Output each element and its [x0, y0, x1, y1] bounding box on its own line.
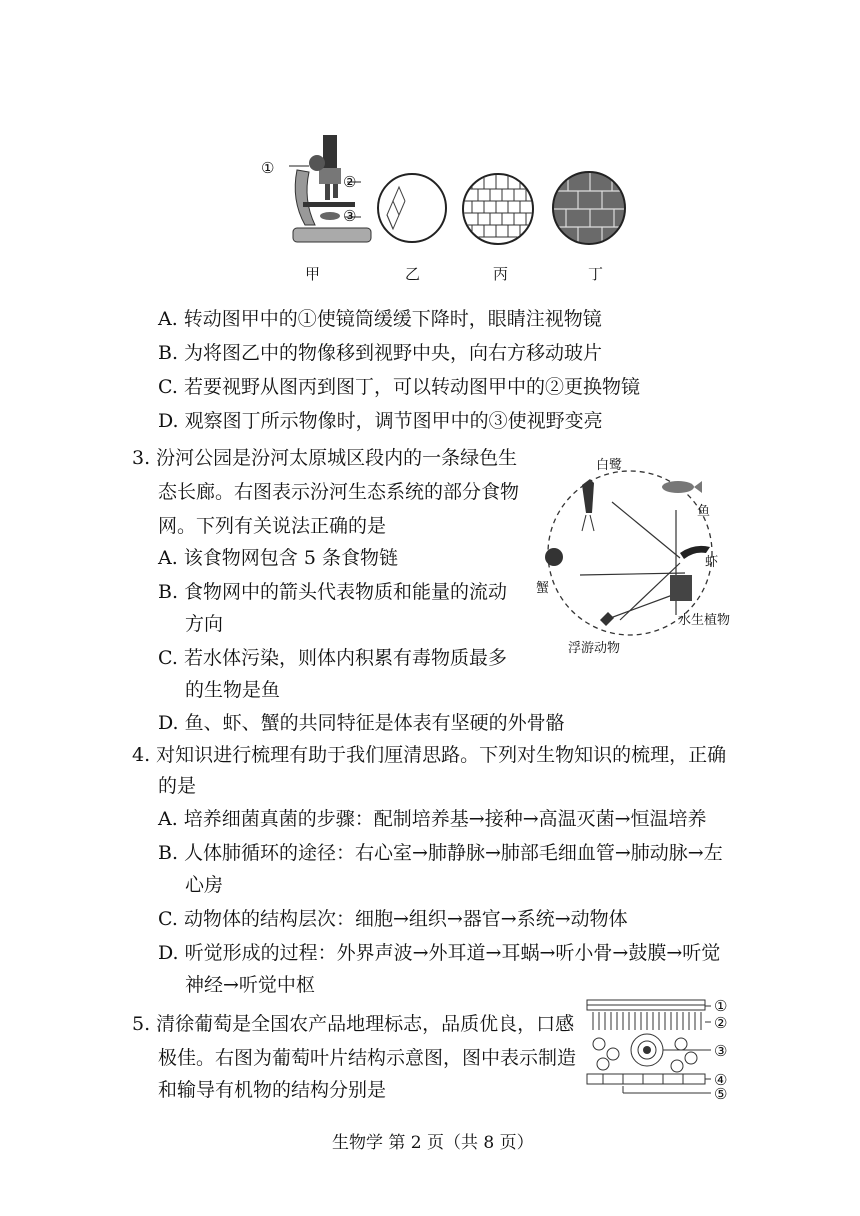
q4-stem-line-1: 4. 对知识进行梳理有助于我们厘清思路。下列对生物知识的梳理，正确	[132, 744, 727, 766]
label-egret: 白鹭	[596, 458, 623, 473]
label-shrimp: 虾	[705, 555, 719, 570]
q4-option-d-cont: 神经→听觉中枢	[185, 974, 315, 996]
leaf-marker-5: ⑤	[714, 1085, 728, 1103]
microscope-drawing	[275, 130, 385, 255]
caption-yi: 乙	[405, 265, 421, 283]
q5-stem-line-3: 和输导有机物的结构分别是	[158, 1079, 387, 1101]
caption-ding: 丁	[588, 265, 604, 283]
view-yi	[377, 173, 447, 243]
q2-option-b: B. 为将图乙中的物像移到视野中央，向右方移动玻片	[158, 342, 603, 364]
leaf-figure	[583, 996, 743, 1104]
q4-option-b: B. 人体肺循环的途径：右心室→肺静脉→肺部毛细血管→肺动脉→左	[158, 842, 723, 864]
label-fish: 鱼	[697, 504, 711, 519]
q2-option-a: A. 转动图甲中的①使镜筒缓缓下降时，眼睛注视物镜	[158, 308, 602, 330]
caption-jia: 甲	[305, 265, 321, 283]
view-ding	[552, 171, 626, 245]
label-zooplankton: 浮游动物	[568, 641, 621, 656]
marker-1: ①	[261, 159, 275, 177]
page-footer: 生物学 第 2 页（共 8 页）	[332, 1133, 534, 1153]
q3-stem-line-2: 态长廊。右图表示汾河生态系统的部分食物	[158, 481, 520, 503]
leaf-marker-3: ③	[714, 1042, 728, 1060]
q4-option-b-cont: 心房	[185, 874, 224, 896]
view-bing	[462, 173, 534, 245]
q3-option-d: D. 鱼、虾、蟹的共同特征是体表有坚硬的外骨骼	[158, 712, 565, 734]
q3-option-a: A. 该食物网包含 5 条食物链	[158, 547, 398, 569]
q4-stem-line-2: 的是	[158, 775, 197, 797]
leaf-marker-4: ④	[714, 1071, 728, 1089]
foodweb-figure	[530, 445, 745, 660]
marker-2: ②	[343, 173, 357, 191]
q4-option-a: A. 培养细菌真菌的步骤：配制培养基→接种→高温灭菌→恒温培养	[158, 808, 707, 830]
q3-option-c: C. 若水体污染，则体内积累有毒物质最多	[158, 647, 507, 669]
q4-option-c: C. 动物体的结构层次：细胞→组织→器官→系统→动物体	[158, 908, 628, 930]
q5-stem-line-2: 极佳。右图为葡萄叶片结构示意图，图中表示制造	[158, 1047, 577, 1069]
marker-3: ③	[343, 207, 357, 225]
q3-stem-line-3: 网。下列有关说法正确的是	[158, 515, 387, 537]
leaf-marker-2: ②	[714, 1014, 728, 1032]
q3-option-c-cont: 的生物是鱼	[185, 679, 281, 701]
q4-option-d: D. 听觉形成的过程：外界声波→外耳道→耳蜗→听小骨→鼓膜→听觉	[158, 942, 721, 964]
q3-stem-line-1: 3. 汾河公园是汾河太原城区段内的一条绿色生	[132, 447, 518, 469]
microscope-figure	[255, 125, 645, 285]
label-plant: 水生植物	[678, 613, 731, 628]
label-crab: 蟹	[536, 581, 550, 596]
q3-option-b: B. 食物网中的箭头代表物质和能量的流动	[158, 581, 508, 603]
q2-option-d: D. 观察图丁所示物像时，调节图甲中的③使视野变亮	[158, 410, 603, 432]
q2-option-c: C. 若要视野从图丙到图丁，可以转动图甲中的②更换物镜	[158, 376, 640, 398]
leaf-drawing	[583, 998, 711, 1098]
caption-bing: 丙	[493, 265, 509, 283]
q3-option-b-cont: 方向	[185, 613, 224, 635]
leaf-marker-1: ①	[714, 997, 728, 1015]
q5-stem-line-1: 5. 清徐葡萄是全国农产品地理标志，品质优良，口感	[132, 1013, 575, 1035]
